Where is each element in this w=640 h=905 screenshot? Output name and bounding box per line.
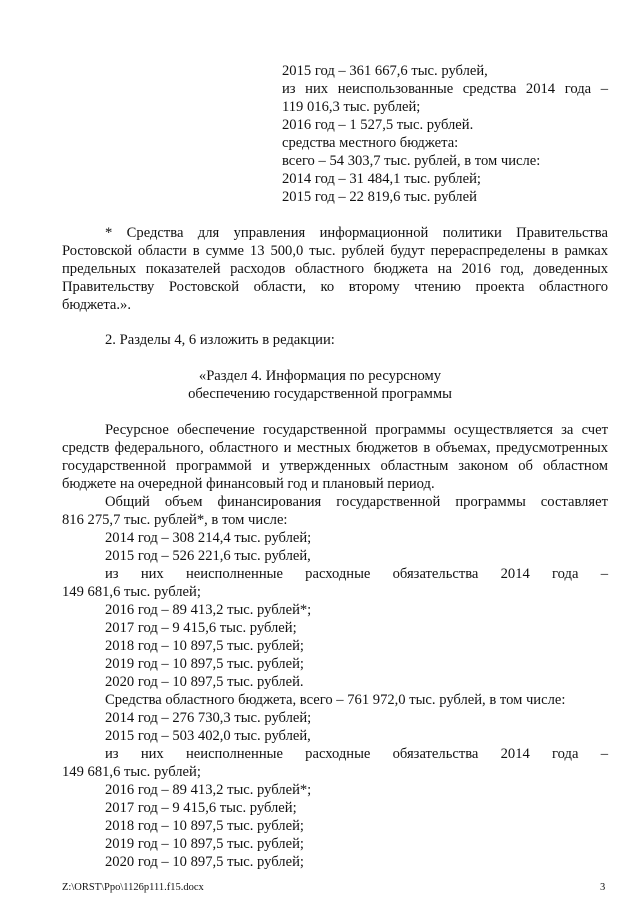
total-2019: 2019 год – 10 897,5 тыс. рублей; — [105, 656, 304, 672]
total-2014: 2014 год – 308 214,4 тыс. рублей; — [105, 530, 312, 546]
footnote-line-1: * Средства для управления информационной политики Правительства — [105, 225, 608, 241]
regional-2017: 2017 год – 9 415,6 тыс. рублей; — [105, 800, 297, 816]
para2-line-1: Общий объем финансирования государственной программы составляет — [105, 494, 608, 510]
top-line-8: 2015 год – 22 819,6 тыс. рублей — [282, 189, 477, 205]
section-title-line-2: обеспечению государственной программы — [188, 386, 452, 402]
regional-2019: 2019 год – 10 897,5 тыс. рублей; — [105, 836, 304, 852]
unspent-a-line-1: из них неисполненные расходные обязательства 2014 года – — [105, 566, 608, 582]
para2-line-2: 816 275,7 тыс. рублей*, в том числе: — [62, 512, 288, 528]
section-title-line-1: «Раздел 4. Информация по ресурсному — [198, 368, 442, 384]
footnote-line-5: бюджета.». — [62, 297, 132, 313]
top-line-3: 119 016,3 тыс. рублей; — [282, 99, 421, 115]
regional-2018: 2018 год – 10 897,5 тыс. рублей; — [105, 818, 304, 834]
unspent-b-line-2: 149 681,6 тыс. рублей; — [62, 764, 201, 780]
regional-2014: 2014 год – 276 730,3 тыс. рублей; — [105, 710, 312, 726]
footer-page-number: 3 — [600, 882, 606, 893]
footnote-line-2: Ростовской области в сумме 13 500,0 тыс. рублей будут перераспределены в рамках — [62, 243, 608, 259]
top-line-4: 2016 год – 1 527,5 тыс. рублей. — [282, 117, 474, 133]
item-2-heading: 2. Разделы 4, 6 изложить в редакции: — [105, 332, 335, 348]
total-2016: 2016 год – 89 413,2 тыс. рублей*; — [105, 602, 312, 618]
unspent-b-line-1: из них неисполненные расходные обязательства 2014 года – — [105, 746, 608, 762]
regional-intro: Средства областного бюджета, всего – 761 972,0 тыс. рублей, в том числе: — [105, 692, 566, 708]
total-2015: 2015 год – 526 221,6 тыс. рублей, — [105, 548, 311, 564]
footer-file-path: Z:\ORST\Ppo\1126p111.f15.docx — [62, 882, 204, 893]
total-2017: 2017 год – 9 415,6 тыс. рублей; — [105, 620, 297, 636]
top-line-6: всего – 54 303,7 тыс. рублей, в том числе: — [282, 153, 541, 169]
regional-2015: 2015 год – 503 402,0 тыс. рублей, — [105, 728, 311, 744]
top-line-1: 2015 год – 361 667,6 тыс. рублей, — [282, 63, 488, 79]
footnote-line-3: предельных показателей расходов областного бюджета на 2016 год, доведенных — [62, 261, 608, 277]
regional-2020: 2020 год – 10 897,5 тыс. рублей; — [105, 854, 304, 870]
top-line-7: 2014 год – 31 484,1 тыс. рублей; — [282, 171, 481, 187]
para1-line-3: государственной программой и утвержденных областным законом об областном — [62, 458, 608, 474]
top-line-5: средства местного бюджета: — [282, 135, 459, 151]
para1-line-2: средств федерального, областного и местных бюджетов в объемах, предусмотренных — [62, 440, 608, 456]
para1-line-4: бюджете на очередной финансовый год и плановый период. — [62, 476, 435, 492]
para1-line-1: Ресурсное обеспечение государственной программы осуществляется за счет — [105, 422, 608, 438]
footnote-line-4: Правительству Ростовской области, ко второму чтению проекта областного — [62, 279, 608, 295]
unspent-a-line-2: 149 681,6 тыс. рублей; — [62, 584, 201, 600]
total-2018: 2018 год – 10 897,5 тыс. рублей; — [105, 638, 304, 654]
regional-2016: 2016 год – 89 413,2 тыс. рублей*; — [105, 782, 312, 798]
top-line-2: из них неиспользованные средства 2014 года – — [282, 81, 608, 97]
total-2020: 2020 год – 10 897,5 тыс. рублей. — [105, 674, 304, 690]
